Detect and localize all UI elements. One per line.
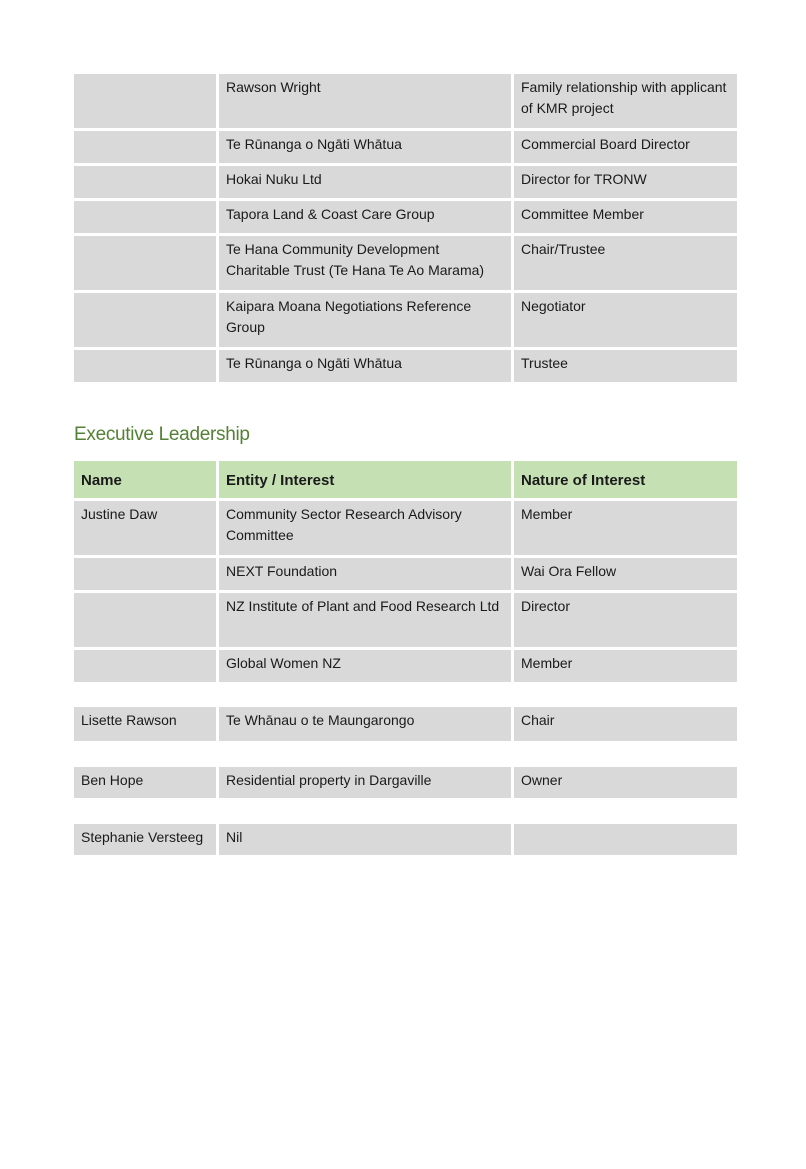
table-row bbox=[74, 166, 737, 201]
header-name: Name bbox=[74, 461, 219, 501]
entity-cell: Tapora Land & Coast Care Group bbox=[219, 201, 514, 236]
nature-cell: Negotiator bbox=[514, 293, 737, 350]
header-nature: Nature of Interest bbox=[514, 461, 737, 501]
nature-cell: Commercial Board Director bbox=[514, 131, 737, 166]
table-row bbox=[74, 558, 737, 593]
entity-cell: Kaipara Moana Negotiations Reference Group bbox=[219, 293, 514, 350]
name-cell bbox=[74, 558, 219, 593]
nature-cell: Wai Ora Fellow bbox=[514, 558, 737, 593]
entity-cell: Hokai Nuku Ltd bbox=[219, 166, 514, 201]
table-row bbox=[74, 767, 737, 801]
name-cell bbox=[74, 131, 219, 166]
entity-cell: Te Hana Community Development Charitable Trust (Te Hana Te Ao Marama) bbox=[219, 236, 514, 293]
name-cell bbox=[74, 650, 219, 685]
board-interests-table-continued bbox=[74, 74, 737, 385]
executive-interests-table-ben bbox=[74, 767, 737, 801]
header-entity: Entity / Interest bbox=[219, 461, 514, 501]
name-cell bbox=[74, 350, 219, 385]
executive-interests-table-lisette bbox=[74, 707, 737, 744]
table-row bbox=[74, 350, 737, 385]
table-row bbox=[74, 824, 737, 858]
entity-cell: Te Rūnanga o Ngāti Whātua bbox=[219, 350, 514, 385]
entity-cell: NEXT Foundation bbox=[219, 558, 514, 593]
nature-cell: Director bbox=[514, 593, 737, 650]
entity-cell: Global Women NZ bbox=[219, 650, 514, 685]
nature-cell: Owner bbox=[514, 767, 737, 801]
nature-cell bbox=[514, 824, 737, 858]
table-row bbox=[74, 236, 737, 293]
name-cell bbox=[74, 74, 219, 131]
name-cell bbox=[74, 236, 219, 293]
table-row bbox=[74, 74, 737, 131]
table-header-row bbox=[74, 461, 737, 501]
entity-cell: Nil bbox=[219, 824, 514, 858]
entity-cell: Community Sector Research Advisory Committee bbox=[219, 501, 514, 558]
entity-cell: Te Whānau o te Maungarongo bbox=[219, 707, 514, 744]
table-row bbox=[74, 707, 737, 744]
table-row bbox=[74, 201, 737, 236]
name-cell: Lisette Rawson bbox=[74, 707, 219, 744]
section-heading-executive-leadership: Executive Leadership bbox=[74, 424, 250, 445]
entity-cell: Rawson Wright bbox=[219, 74, 514, 131]
nature-cell: Chair/Trustee bbox=[514, 236, 737, 293]
nature-cell: Trustee bbox=[514, 350, 737, 385]
nature-cell: Director for TRONW bbox=[514, 166, 737, 201]
name-cell: Stephanie Versteeg bbox=[74, 824, 219, 858]
name-cell bbox=[74, 201, 219, 236]
table-row bbox=[74, 501, 737, 558]
table-row bbox=[74, 293, 737, 350]
entity-cell: NZ Institute of Plant and Food Research Ltd bbox=[219, 593, 514, 650]
nature-cell: Member bbox=[514, 650, 737, 685]
nature-cell: Chair bbox=[514, 707, 737, 744]
executive-interests-table bbox=[74, 461, 737, 685]
entity-cell: Residential property in Dargaville bbox=[219, 767, 514, 801]
name-cell: Ben Hope bbox=[74, 767, 219, 801]
name-cell: Justine Daw bbox=[74, 501, 219, 558]
table-row bbox=[74, 131, 737, 166]
name-cell bbox=[74, 166, 219, 201]
table-row bbox=[74, 593, 737, 650]
name-cell bbox=[74, 293, 219, 350]
name-cell bbox=[74, 593, 219, 650]
nature-cell: Committee Member bbox=[514, 201, 737, 236]
nature-cell: Member bbox=[514, 501, 737, 558]
table-row bbox=[74, 650, 737, 685]
executive-interests-table-stephanie bbox=[74, 824, 737, 858]
entity-cell: Te Rūnanga o Ngāti Whātua bbox=[219, 131, 514, 166]
nature-cell: Family relationship with applicant of KMR project bbox=[514, 74, 737, 131]
